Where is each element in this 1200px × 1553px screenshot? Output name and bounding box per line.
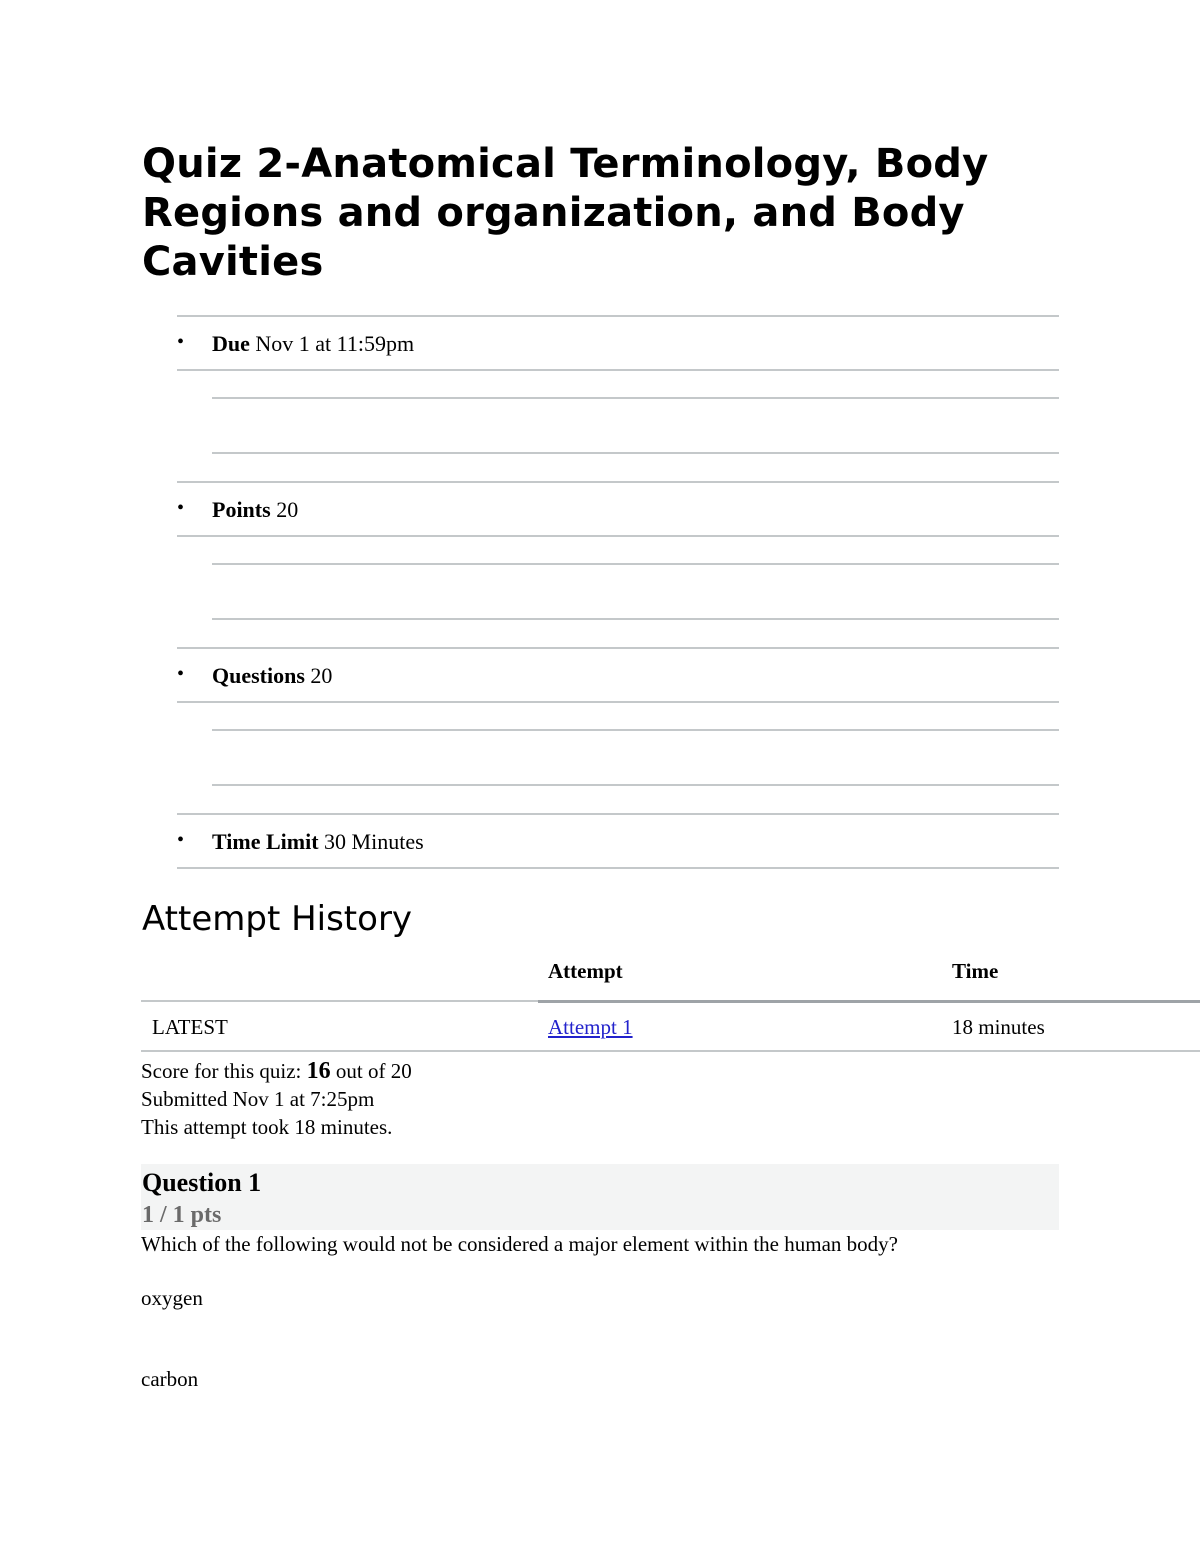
attempt-1-link[interactable]: Attempt 1 [548, 1015, 633, 1039]
submitted-text: Submitted Nov 1 at 7:25pm [141, 1087, 375, 1111]
detail-spacer [177, 703, 1059, 813]
latest-tag: LATEST [152, 1015, 228, 1039]
divider [177, 867, 1059, 869]
score-value: 16 [306, 1058, 331, 1084]
question-points: 1 / 1 pts [142, 1202, 222, 1228]
divider [141, 1000, 538, 1002]
question-title: Question 1 [142, 1168, 262, 1197]
divider [212, 618, 1059, 620]
score-summary [141, 1057, 412, 1141]
bullet-icon: • [177, 663, 185, 685]
attempt-time: 18 minutes [952, 1015, 1045, 1039]
detail-value: 20 [276, 497, 299, 522]
score-suffix: out of 20 [335, 1059, 412, 1083]
quiz-details-list [177, 315, 1059, 869]
detail-value: 30 Minutes [324, 829, 424, 854]
column-header-attempt: Attempt [548, 959, 623, 983]
detail-label: Time Limit [212, 829, 319, 854]
detail-spacer [177, 371, 1059, 481]
divider [212, 452, 1059, 454]
bullet-icon: • [177, 497, 185, 519]
divider [141, 1050, 1200, 1052]
divider [212, 784, 1059, 786]
answer-option: oxygen [141, 1286, 203, 1310]
detail-label: Questions [212, 663, 305, 688]
divider [212, 563, 1059, 565]
detail-label: Points [212, 497, 271, 522]
attempt-history-title: Attempt History [142, 899, 413, 939]
detail-label: Due [212, 331, 250, 356]
duration-text: This attempt took 18 minutes. [141, 1115, 393, 1139]
score-prefix: Score for this quiz: [141, 1059, 302, 1083]
column-header-time: Time [952, 959, 999, 983]
bullet-icon: • [177, 829, 185, 851]
divider [538, 1000, 1200, 1003]
question-header [141, 1164, 1059, 1230]
answer-option: carbon [141, 1367, 199, 1391]
detail-due [177, 317, 1059, 369]
detail-time-limit [177, 815, 1059, 867]
question-text: Which of the following would not be considered a major element within the human body? [141, 1232, 898, 1256]
divider [212, 729, 1059, 731]
detail-spacer [177, 537, 1059, 647]
detail-questions [177, 649, 1059, 701]
bullet-icon: • [177, 331, 185, 353]
detail-value: Nov 1 at 11:59pm [255, 331, 415, 356]
attempt-history-table [141, 950, 1200, 1053]
score-line [141, 1057, 412, 1085]
detail-value: 20 [310, 663, 333, 688]
divider [212, 397, 1059, 399]
quiz-title: Quiz 2-Anatomical Terminology, Body Regions and organization, and Body Cavities [142, 141, 989, 285]
detail-points [177, 483, 1059, 535]
